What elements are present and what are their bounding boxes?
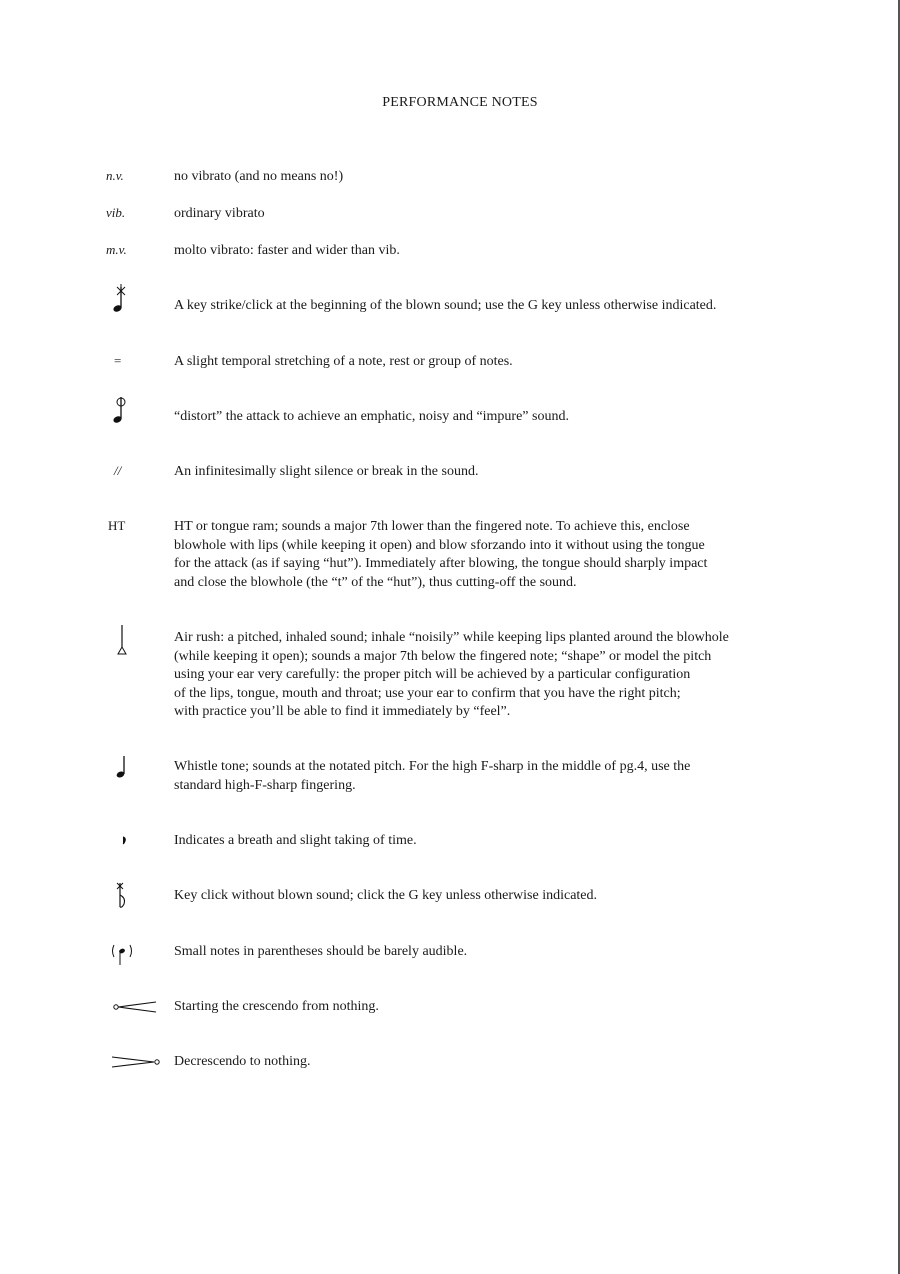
note-distort-icon — [106, 408, 162, 448]
legend-description: Indicates a breath and slight taking of time. — [174, 833, 417, 848]
crescendo-from-nothing-icon — [106, 998, 162, 1038]
legend-description: Small notes in parentheses should be barely audible. — [174, 944, 468, 959]
key-click-icon — [106, 887, 162, 927]
legend-description: Whistle tone; sounds at the notated pitch. For the high F-sharp in the middle of pg.4, use the standard high-F-sharp fingering. — [174, 759, 691, 793]
legend-description: Key click without blown sound; click the G key unless otherwise indicated. — [174, 888, 598, 903]
legend-description: “distort” the attack to achieve an emphatic, noisy and “impure” sound. — [174, 409, 569, 424]
symbol-label: // — [114, 463, 122, 478]
legend-description: HT or tongue ram; sounds a major 7th lower than the fingered note. To achieve this, enclose blowhole with lips (while keeping it open) and blow sforzando into it without using the tongue for the attack (as if saying “hut”). Immediately after blowing, the tongue should sharply impact and close the blowhole (the “t” of the “hut”), thus cutting-off the sound. — [174, 519, 708, 590]
legend-description: Decrescendo to nothing. — [174, 1054, 311, 1069]
legend-description: molto vibrato: faster and wider than vib. — [174, 243, 400, 258]
breath-mark-icon — [106, 832, 162, 872]
symbol-label: n.v. — [106, 168, 124, 183]
symbol-label: m.v. — [106, 242, 127, 257]
symbol-label: HT — [108, 518, 126, 533]
parenthesized-note-icon — [106, 943, 162, 983]
legend-description: ordinary vibrato — [174, 206, 265, 221]
legend-description: A key strike/click at the beginning of the blown sound; use the G key unless otherwise indicated. — [174, 298, 717, 313]
air-rush-icon — [106, 629, 162, 669]
page-title: PERFORMANCE NOTES — [382, 95, 538, 110]
legend-description: An infinitesimally slight silence or break in the sound. — [174, 464, 479, 479]
legend-description: A slight temporal stretching of a note, rest or group of notes. — [174, 354, 513, 369]
symbol-label: = — [114, 353, 122, 368]
note-with-key-strike-icon — [106, 297, 162, 337]
decrescendo-to-nothing-icon — [106, 1053, 162, 1093]
symbol-label: vib. — [106, 205, 126, 220]
legend-description: Air rush: a pitched, inhaled sound; inhale “noisily” while keeping lips planted around the blowhole (while keeping it open); sounds a major 7th below the fingered note; “shape” or model the pitch using your ear very carefully: the proper pitch will be achieved by a particular configuration of the lips, tongue, mouth and throat; use your ear to confirm that you have the right pitch; with practice you’ll be able to find it immediately by “feel”. — [174, 630, 729, 719]
whistle-tone-icon — [106, 758, 162, 798]
legend-description: Starting the crescendo from nothing. — [174, 999, 379, 1014]
legend-description: no vibrato (and no means no!) — [174, 169, 344, 184]
